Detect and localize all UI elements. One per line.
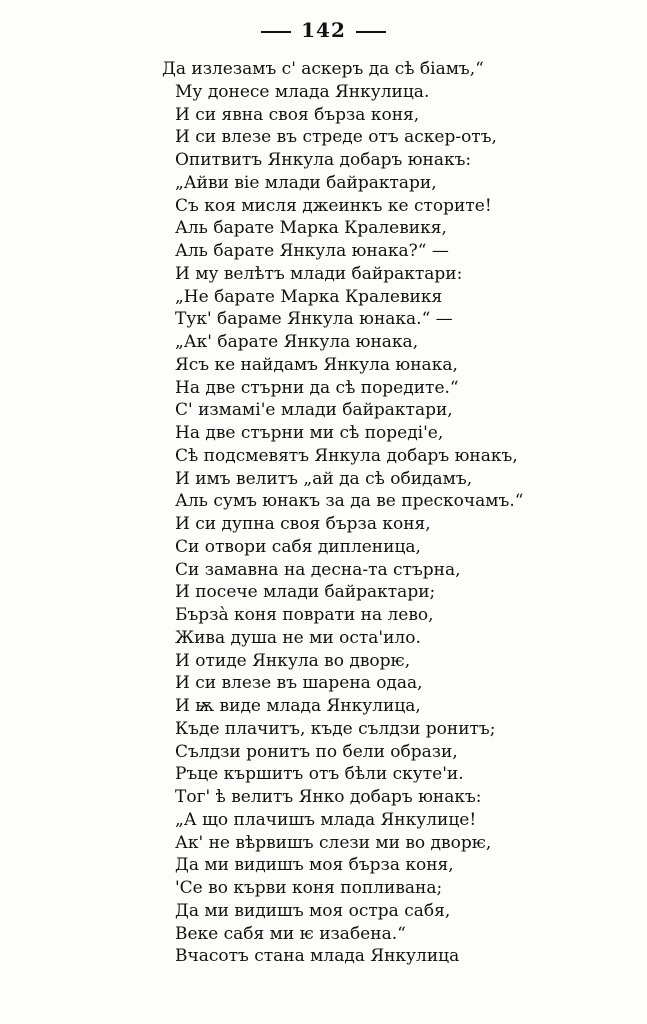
poem-line: И си влезе въ стреде отъ аскер-отъ,	[175, 127, 497, 148]
header-dash-right	[356, 31, 386, 33]
poem-line: И си явна своя бързa коня,	[175, 104, 420, 125]
poem-line: И имъ велитъ „ай да сѣ обидамъ,	[175, 468, 473, 489]
poem-line: И му велѣтъ млади байрактари:	[175, 263, 463, 284]
poem-line: На две стърни да сѣ поредите.“	[175, 377, 459, 398]
poem-line: Опитвитъ Янкула добаръ юнакъ:	[175, 150, 472, 170]
poem-line: „Ак' барате Янкула юнака,	[175, 332, 419, 352]
poem-line: И ѭ виде млада Янкулица,	[175, 696, 421, 716]
poem-line: И си дупна своя бързa коня,	[175, 514, 431, 534]
poem-line: „Айви віе млади байрактари,	[175, 172, 437, 193]
poem-line: Си замавна на десна-та стърна,	[175, 559, 461, 580]
poem-line: Бързà коня поврати на лево,	[175, 605, 434, 625]
poem-line: Да ми видишъ моя остра сабя,	[175, 900, 451, 921]
poem-line: Ак' не вѣрвишъ слези ми во дворѥ,	[175, 832, 492, 853]
poem-line: 'Се во кърви коня попливана;	[175, 878, 443, 898]
poem-line: На две стърни ми сѣ пореді'е,	[175, 423, 444, 443]
poem-line: Му донесе млада Янкулица.	[175, 81, 430, 102]
page-header	[0, 18, 647, 42]
poem-line: И посече млади байрактари;	[175, 582, 436, 603]
header-dash-left	[261, 31, 291, 33]
poem-line: Тог' ѣ велитъ Янко добаръ юнакъ:	[175, 787, 482, 807]
poem-line: Сълдзи ронитъ по бели образи,	[175, 741, 458, 762]
poem-line: И отиде Янкула во дворѥ,	[175, 650, 411, 671]
poem-line: „А що плачишъ млада Янкулице!	[175, 809, 477, 830]
poem-line: Ръце кършитъ отъ бѣли скуте'и.	[175, 764, 464, 785]
poem-line: Аль барате Янкула юнака?“ —	[175, 241, 449, 261]
poem-line: Веке сабя ми ѥ изабена.“	[175, 923, 406, 944]
poem-line: Аль сумъ юнакъ за да ве прескочамъ.“	[175, 491, 524, 512]
poem-line: Съ коя мисля джеинкъ ке сторите!	[175, 195, 492, 216]
poem-line: Тук' бараме Янкула юнака.“ —	[175, 309, 453, 330]
poem-line: Сѣ подсмевятъ Янкула добаръ юнакъ,	[175, 445, 518, 466]
poem-line: С' измамі'е млади байрактари,	[175, 400, 453, 421]
poem-line: И си влезе въ шарена одаа,	[175, 673, 423, 694]
poem-line: Вчасотъ стана млада Янкулица	[175, 946, 460, 967]
page-number: 142	[301, 18, 346, 42]
poem-line: Къде плачитъ, къде сълдзи ронитъ;	[175, 718, 496, 739]
poem-line: Ясъ ке найдамъ Янкула юнака,	[175, 354, 458, 375]
poem-text	[162, 58, 523, 968]
poem-line: „Не барате Марка Кралевикя	[175, 286, 443, 307]
poem-line: Жива душа не ми оста'ило.	[175, 627, 421, 648]
poem-line: Да ми видишъ моя бързa коня,	[175, 855, 454, 876]
poem-line: Си отвори сабя дипленица,	[175, 536, 421, 557]
poem-line: Да излезамъ с' аскеръ да сѣ біамъ,“	[162, 59, 484, 79]
poem-line: Аль барате Марка Кралевикя,	[175, 218, 447, 239]
